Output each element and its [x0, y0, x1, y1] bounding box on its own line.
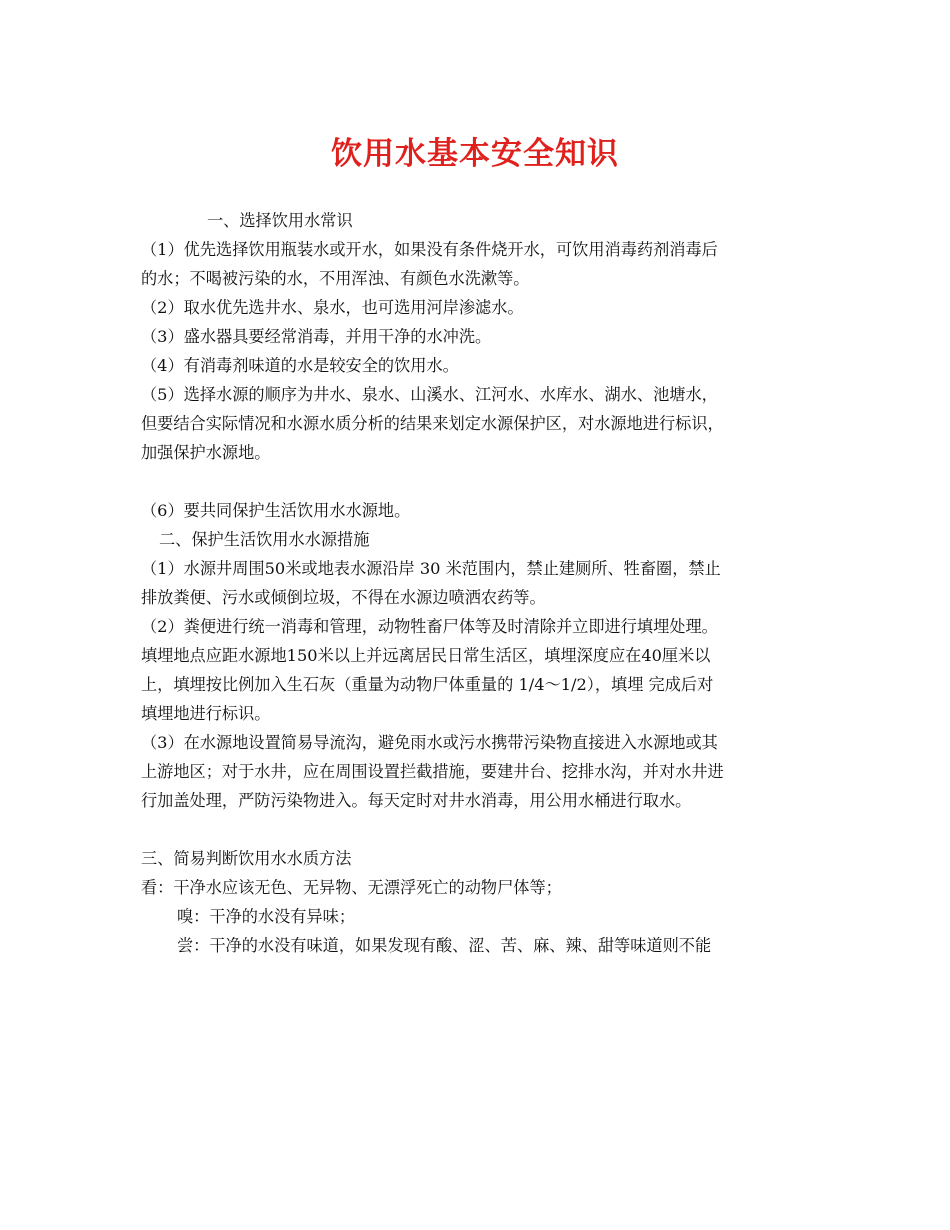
paragraph-line: （4）有消毒剂味道的水是较安全的饮用水。 [141, 356, 459, 375]
section-heading-3: 三、简易判断饮用水水质方法 [141, 849, 352, 868]
document-body [141, 206, 813, 960]
blank-line [141, 467, 813, 496]
paragraph-line: 看：干净水应该无色、无异物、无漂浮死亡的动物尸体等； [141, 878, 562, 897]
section-heading-2: 二、保护生活饮用水水源措施 [159, 530, 370, 549]
paragraph-line: 上，填埋按比例加入生石灰（重量为动物尸体重量的 1/4～1/2），填埋 完成后对 [141, 675, 714, 694]
paragraph-line: 排放粪便、污水或倾倒垃圾，不得在水源边喷洒农药等。 [141, 588, 546, 607]
paragraph-line: 加强保护水源地。 [141, 443, 271, 462]
paragraph-line: 尝：干净的水没有味道，如果发现有酸、涩、苦、麻、辣、甜等味道则不能 [177, 936, 712, 955]
paragraph-line: （3）在水源地设置简易导流沟，避免雨水或污水携带污染物直接进入水源地或其 [141, 733, 718, 752]
section-heading-1: 一、选择饮用水常识 [207, 211, 353, 230]
paragraph-line: （3）盛水器具要经常消毒，并用干净的水冲洗。 [141, 327, 492, 346]
paragraph-line: 但要结合实际情况和水源水质分析的结果来划定水源保护区，对水源地进行标识， [141, 414, 724, 433]
blank-line [141, 815, 813, 844]
paragraph-line: 填埋地点应距水源地150米以上并远离居民日常生活区，填埋深度应在40厘米以 [141, 646, 711, 665]
paragraph-line: （1）优先选择饮用瓶装水或开水，如果没有条件烧开水，可饮用消毒药剂消毒后 [141, 240, 718, 259]
paragraph-line: 上游地区；对于水井，应在周围设置拦截措施，要建井台、挖排水沟，并对水井进 [141, 762, 724, 781]
paragraph-line: 行加盖处理，严防污染物进入。每天定时对井水消毒，用公用水桶进行取水。 [141, 791, 692, 810]
paragraph-line: （1）水源井周围50米或地表水源沿岸 30 米范围内，禁止建厕所、牲畜圈，禁止 [141, 559, 721, 578]
paragraph-line: 嗅：干净的水没有异味； [177, 907, 356, 926]
paragraph-line: （6）要共同保护生活饮用水水源地。 [141, 501, 411, 520]
paragraph-line: （2）粪便进行统一消毒和管理，动物牲畜尸体等及时清除并立即进行填埋处理。 [141, 617, 718, 636]
paragraph-line: （2）取水优先选井水、泉水，也可选用河岸渗滤水。 [141, 298, 524, 317]
paragraph-line: 填埋地进行标识。 [141, 704, 271, 723]
paragraph-line: 的水；不喝被污染的水，不用浑浊、有颜色水洗漱等。 [141, 269, 530, 288]
document-title: 饮用水基本安全知识 [331, 136, 619, 172]
paragraph-line: （5）选择水源的顺序为井水、泉水、山溪水、江河水、水库水、湖水、池塘水， [141, 385, 718, 404]
